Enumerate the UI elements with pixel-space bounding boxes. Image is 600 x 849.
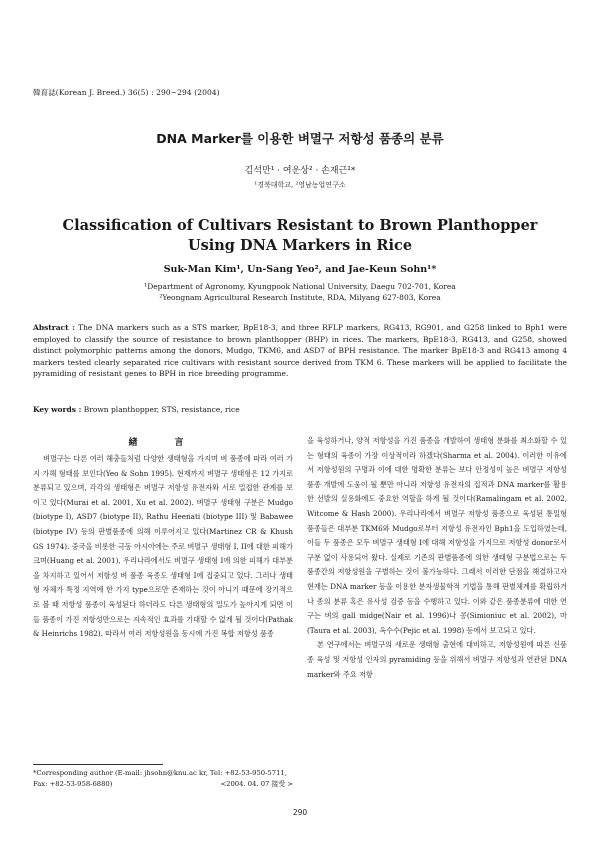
footnote-text: *Corresponding author (E-mail: jhsohn@knu.ac kr, Tel: +82-53-950-5711, Fax: +82-53-958-6880) xyxy=(33,769,287,788)
english-authors: Suk-Man Kim¹, Un-Sang Yeo², and Jae-Keun Sohn¹* xyxy=(163,264,437,275)
english-affiliations xyxy=(0,281,600,303)
footnote xyxy=(33,768,293,790)
left-column xyxy=(33,434,293,642)
right-paragraph-1: 을 육성하거나, 양적 저항성을 가진 품종을 개발하여 생태형 분화를 최소화할 수 있는 형태의 육종이 가장 이상적이라 하겠다(Sharma et al. 2004). 이러한 이유에서 저항성원의 구명과 이에 대한 명확한 분류는 보다 안정성이 높은 벼멸구 저항성 품종 개발에 도움이 될 뿐만 아니라 저항성 유전자의 집적과 DNA marker를 활용한 선발의 실용화에도 중요한 역할을 하게 될 것이다(Ramalingam et al. 2002, Witcome & Hash 2000). 우리나라에서 벼멸구 저항성 품종으로 육성된 통일형 품종들은 대부분 TKM6와 Mudgo로부터 저항성 유전자인 Bph1을 도입하였는데, 이들 두 품종은 모두 벼멸구 생태형 I에 대해 저항성을 가지므로 저항성 donor로서 구분 없이 사용되어 왔다. 실제로 기존의 판별품종에 의한 생태형 구분법으로는 두 품종간의 저항성원을 구별하는 것이 불가능하다. 그래서 이러한 단점을 해결하고자 현재는 DNA marker 등을 이용한 분자생물학적 기법을 통해 판별체계를 확립하거나 종의 분류 혹은 유사성 검증 등을 수행하고 있다. 이와 같은 품종분류에 대한 연구는 벼의 gall midge(Nair et al. 1996)나 콩(Simioniuc et al. 2002), 마(Taura et al. 2003), 옥수수(Pejic et al. 1998) 등에서 보고되고 있다. xyxy=(307,436,567,635)
keywords-text: Brown planthopper, STS, resistance, rice xyxy=(83,405,240,414)
affiliation-2: ²Yeongnam Agricultural Research Institute, RDA, Milyang 627-803, Korea xyxy=(159,293,441,302)
korean-affiliations: ¹경북대학교, ²영남농업연구소 xyxy=(254,181,346,189)
keywords xyxy=(33,405,567,414)
introduction-heading: 緖 言 xyxy=(128,438,198,448)
abstract-label: Abstract : xyxy=(33,323,75,332)
page-number: 290 xyxy=(292,808,308,817)
english-title: Classification of Cultivars Resistant to Brown Planthopper Using DNA Markers in Rice xyxy=(62,217,538,254)
affiliation-1: ¹Department of Agronomy, Kyungpook National University, Daegu 702-701, Korea xyxy=(144,282,456,291)
left-paragraph: 벼멸구는 다른 여러 해충들처럼 다양한 생태형을 가지며 벼 품종에 따라 여러 가지 가해 형태를 보인다(Yeo & Sohn 1995). 현재까지 벼멸구 생태형은 12 가지로 분류되고 있으며, 각각의 생태형은 벼멸구 저항성 유전자와 서로 밀접한 관계를 보이고 있다(Murai et al. 2001, Xu et al. 2002). 벼멸구 생태형 구분은 Mudgo (biotype I), ASD7 (biotype II), Rathu Heenati (biotype III) 및 Babawee (biotype IV) 등의 판별품종에 의해 이루어지고 있다(Martinez CR & Khush GS 1974). 중국을 비롯한 극동 아시아에는 주로 벼멸구 생태형 I, II에 대한 피해가 크며(Huang et al. 2001), 우리나라에서도 벼멸구 생태형 I에 의한 피해가 대부분을 차지하고 있어서 저항성 벼 품종 육종도 생태형 I에 집중되고 있다. 그러나 생태형 자체가 특정 지역에 한 가지 type으로만 존재하는 것이 아니기 때문에 장기적으로 볼 때 저항성 품종이 육성된다 하더라도 다른 생태형의 밀도가 높아지게 되면 이들 품종이 가진 저항성만으로는 지속적인 효과를 기대할 수 없게 될 것이다(Pathak & Heinrichs 1982). 따라서 여러 저항성원을 동시에 가진 복합 저항성 품종 xyxy=(33,454,293,639)
right-column xyxy=(307,434,567,682)
received-date: <2004. 04. 07 接受 > xyxy=(220,780,293,788)
journal-header: 韓育誌(Korean J. Breed.) 36(5) : 290~294 (2004) xyxy=(33,88,220,97)
keywords-label: Key words : xyxy=(33,405,82,414)
footnote-divider xyxy=(33,764,163,765)
abstract xyxy=(33,322,567,380)
right-paragraph-2: 본 연구에서는 벼멸구의 새로운 생태형 출현에 대비하고, 저항성원에 따른 신품종 육성 및 저항성 인자의 pyramiding 등을 위해서 벼멸구 저항성과 연관된 DNA marker와 주요 저항 xyxy=(307,640,567,679)
abstract-text: The DNA markers such as a STS marker, BpE18-3, and three RFLP markers, RG413, RG901, and G258 linked to Bph1 were employed to classify the source of resistance to brown planthopper (BHP) in rices. The markers, BpE18-3, RG413, and G258, showed distinct polymorphic patterns among the donors, Mudgo, TKM6, and ASD7 of BPH resistance. The marker BpE18-3 and RG413 among 4 markers tested clearly separated rice cultivars with resistant source derived from TKM 6. These markers will be applied to facilitate the pyramiding of resistant genes to BPH in rice breeding programme. xyxy=(33,323,567,379)
korean-title: DNA Marker를 이용한 벼멸구 저항성 품종의 분류 xyxy=(156,131,444,146)
korean-authors: 김석만¹ · 여운상² · 손재근¹* xyxy=(244,166,356,176)
